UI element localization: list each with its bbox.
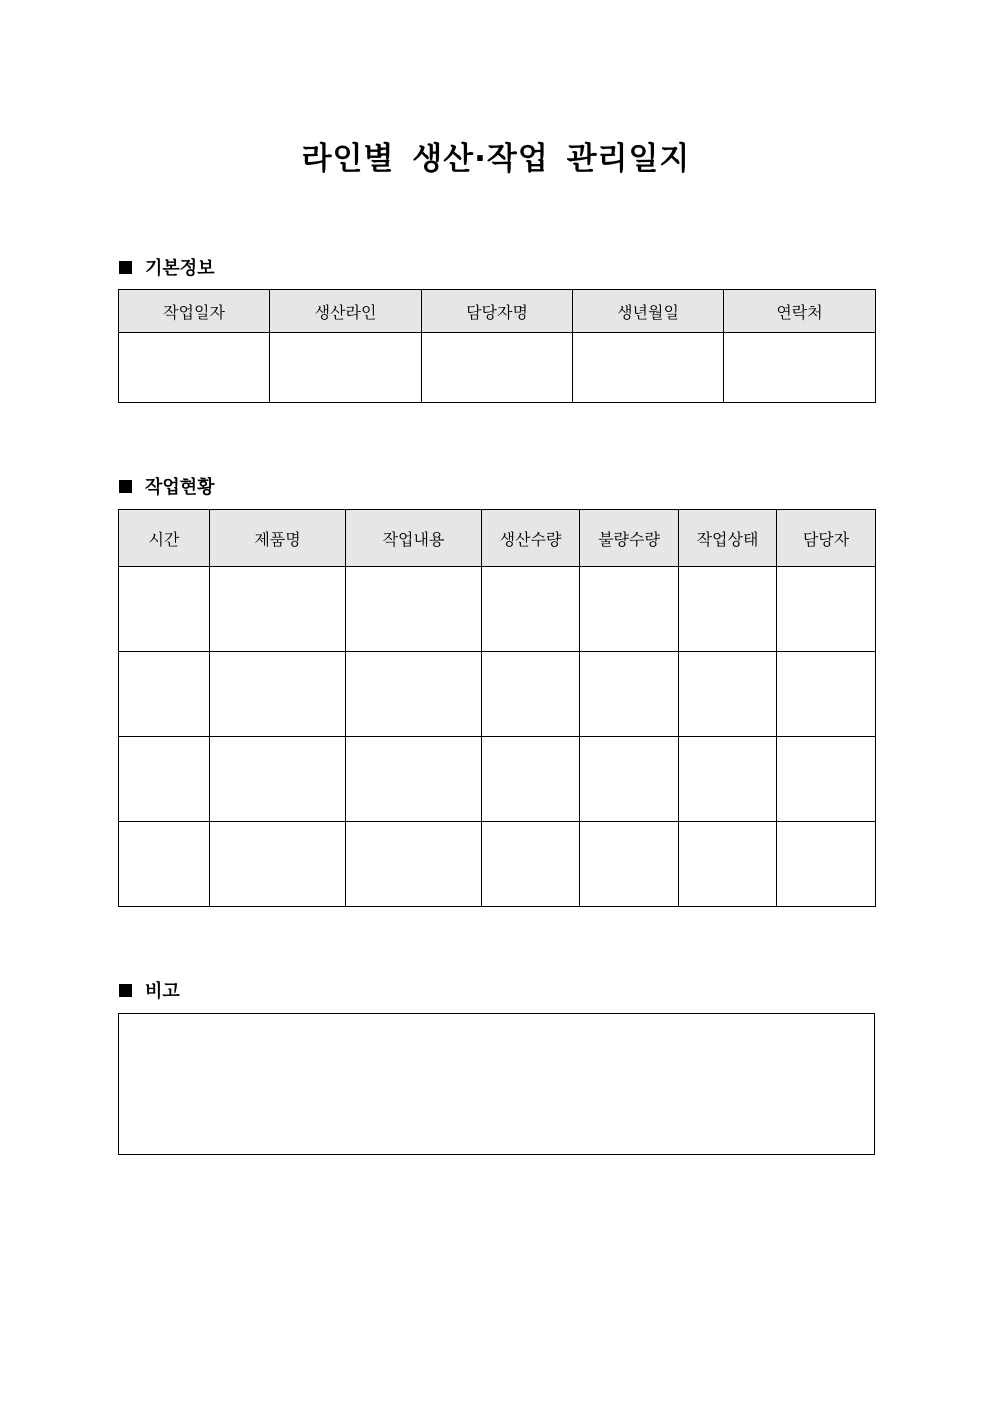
input-cell[interactable] xyxy=(580,567,679,652)
input-cell[interactable] xyxy=(210,822,346,907)
square-bullet-icon xyxy=(119,480,132,493)
input-cell[interactable] xyxy=(777,652,876,737)
table-header-row xyxy=(119,510,876,567)
section-heading-label: 기본정보 xyxy=(145,258,215,279)
section-heading-work-status xyxy=(119,473,215,499)
input-cell[interactable] xyxy=(580,652,679,737)
input-cell[interactable] xyxy=(270,333,422,403)
column-header: 생년월일 xyxy=(573,290,724,333)
input-cell[interactable] xyxy=(210,737,346,822)
table-row xyxy=(119,652,876,737)
input-cell[interactable] xyxy=(346,652,482,737)
column-header: 작업상태 xyxy=(679,510,777,567)
basic-info-table xyxy=(118,289,876,403)
input-cell[interactable] xyxy=(777,822,876,907)
section-heading-label: 비고 xyxy=(145,981,180,1002)
input-cell[interactable] xyxy=(679,567,777,652)
input-cell[interactable] xyxy=(482,822,580,907)
input-cell[interactable] xyxy=(580,822,679,907)
column-header: 생산라인 xyxy=(270,290,422,333)
table-header-row xyxy=(119,290,876,333)
table-row xyxy=(119,737,876,822)
input-cell[interactable] xyxy=(482,567,580,652)
input-cell[interactable] xyxy=(679,737,777,822)
square-bullet-icon xyxy=(119,984,132,997)
section-heading-basic-info xyxy=(119,254,215,280)
input-cell[interactable] xyxy=(346,737,482,822)
column-header: 담당자명 xyxy=(422,290,573,333)
input-cell[interactable] xyxy=(119,333,270,403)
column-header: 불량수량 xyxy=(580,510,679,567)
table-row xyxy=(119,333,876,403)
table-row xyxy=(119,822,876,907)
input-cell[interactable] xyxy=(346,567,482,652)
input-cell[interactable] xyxy=(210,567,346,652)
input-cell[interactable] xyxy=(679,652,777,737)
remarks-box[interactable] xyxy=(118,1013,875,1155)
input-cell[interactable] xyxy=(119,567,210,652)
column-header: 생산수량 xyxy=(482,510,580,567)
section-heading-label: 작업현황 xyxy=(145,477,215,498)
input-cell[interactable] xyxy=(210,652,346,737)
input-cell[interactable] xyxy=(573,333,724,403)
input-cell[interactable] xyxy=(777,567,876,652)
column-header: 제품명 xyxy=(210,510,346,567)
input-cell[interactable] xyxy=(724,333,876,403)
document-title: 라인별 생산·작업 관리일지 xyxy=(301,141,691,177)
input-cell[interactable] xyxy=(777,737,876,822)
column-header: 시간 xyxy=(119,510,210,567)
table-row xyxy=(119,567,876,652)
input-cell[interactable] xyxy=(346,822,482,907)
input-cell[interactable] xyxy=(679,822,777,907)
input-cell[interactable] xyxy=(482,737,580,822)
column-header: 담당자 xyxy=(777,510,876,567)
input-cell[interactable] xyxy=(422,333,573,403)
input-cell[interactable] xyxy=(580,737,679,822)
column-header: 작업일자 xyxy=(119,290,270,333)
input-cell[interactable] xyxy=(482,652,580,737)
section-heading-remarks xyxy=(119,977,180,1003)
work-status-table xyxy=(118,509,876,907)
square-bullet-icon xyxy=(119,261,132,274)
column-header: 연락처 xyxy=(724,290,876,333)
input-cell[interactable] xyxy=(119,652,210,737)
input-cell[interactable] xyxy=(119,822,210,907)
input-cell[interactable] xyxy=(119,737,210,822)
column-header: 작업내용 xyxy=(346,510,482,567)
